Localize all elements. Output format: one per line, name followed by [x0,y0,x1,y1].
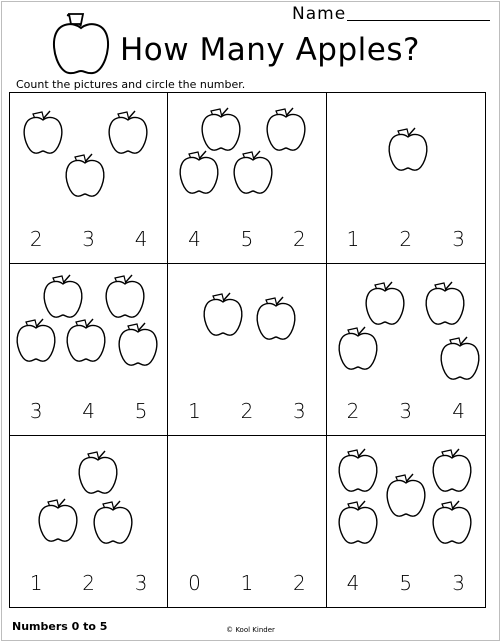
number-choice[interactable]: 0 [188,570,201,595]
counting-grid [9,92,486,608]
instruction-text: Count the pictures and circle the number. [16,78,246,91]
number-choice[interactable]: 4 [452,398,465,423]
count-cell [168,436,326,607]
number-choice[interactable]: 4 [82,398,96,423]
number-choice[interactable]: 1 [240,570,254,595]
apple-group [168,264,327,394]
count-cell [168,93,326,264]
footer-subtitle: Numbers 0 to 5 [12,620,108,633]
apple-icon [47,10,115,78]
number-choice[interactable]: 4 [134,227,148,252]
count-cell [10,264,168,435]
page-title: How Many Apples? [120,32,420,68]
number-choice[interactable]: 3 [399,398,413,423]
number-choice[interactable]: 5 [134,398,148,423]
number-choice[interactable]: 3 [29,398,43,423]
number-choice[interactable]: 3 [452,227,465,252]
count-cell [327,436,485,607]
count-cell [327,264,485,435]
number-choice[interactable]: 1 [346,227,360,252]
count-cell [168,264,326,435]
apple-group [327,264,486,394]
number-choice[interactable]: 4 [346,570,360,595]
number-choice[interactable]: 2 [82,570,96,595]
apple-group [10,264,169,394]
number-choice[interactable]: 3 [82,227,96,252]
apple-group [327,93,486,223]
count-cell [327,93,485,264]
apple-group [10,93,169,223]
apple-group [327,436,486,566]
number-choice[interactable]: 1 [29,570,43,595]
number-choice[interactable]: 2 [346,398,360,423]
number-choice[interactable]: 4 [188,227,201,252]
number-choice[interactable]: 2 [240,398,254,423]
name-label: Name [292,4,347,24]
number-choice[interactable]: 5 [240,227,254,252]
count-cell [10,93,168,264]
number-choice[interactable]: 5 [399,570,413,595]
number-choice[interactable]: 2 [293,570,306,595]
count-cell [10,436,168,607]
number-choice[interactable]: 2 [293,227,306,252]
number-choice[interactable]: 2 [29,227,43,252]
number-choice[interactable]: 3 [452,570,465,595]
apple-group [10,436,169,566]
apple-group [168,93,327,223]
number-choice[interactable]: 1 [188,398,201,423]
footer-copyright: © Kool Kinder [226,626,275,634]
number-choice[interactable]: 3 [134,570,148,595]
number-choice[interactable]: 2 [399,227,413,252]
name-line[interactable] [347,20,490,21]
number-choice[interactable]: 3 [293,398,306,423]
